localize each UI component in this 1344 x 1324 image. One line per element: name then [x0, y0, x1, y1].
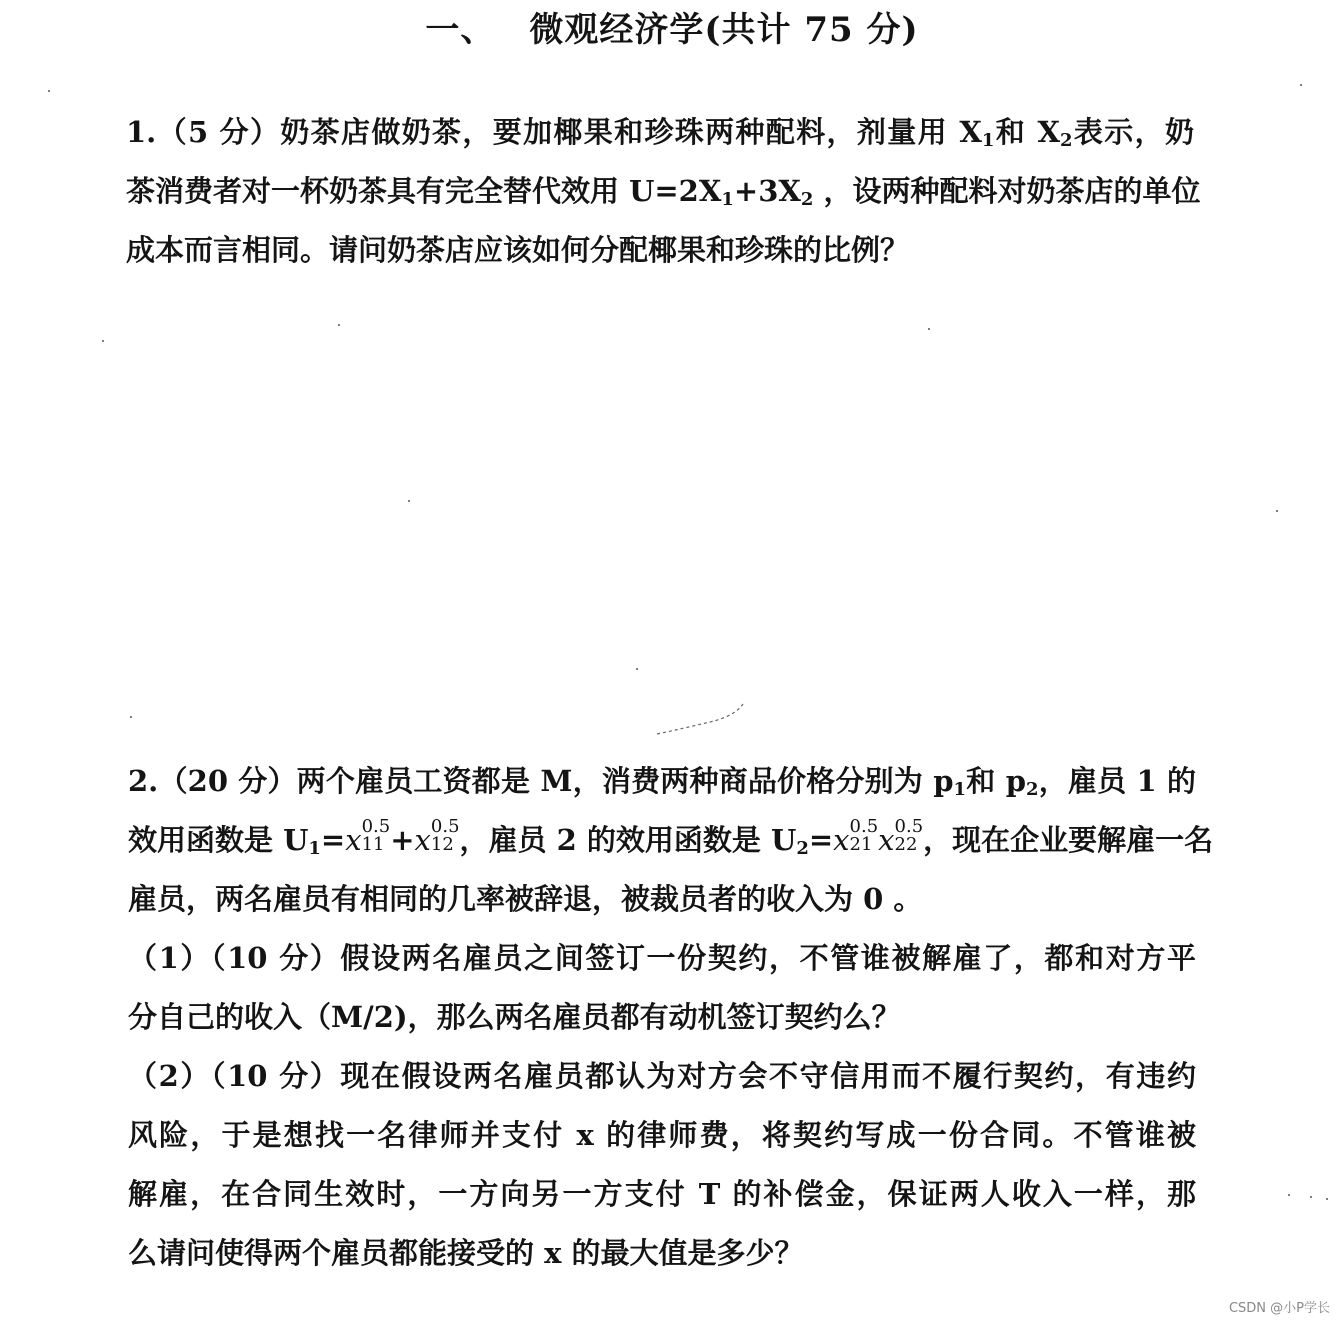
- exponent: 0.5: [361, 816, 391, 837]
- q1-line-3: 成本而言相同。请问奶茶店应该如何分配椰果和珍珠的比例？: [126, 233, 910, 267]
- q2-text: +: [390, 823, 415, 857]
- q1-text: 茶消费者对一杯奶茶具有完全替代效用 U=2X: [126, 174, 722, 208]
- scan-speck: [338, 324, 340, 326]
- sup-sub: [895, 818, 924, 854]
- scan-speck: [130, 716, 132, 718]
- subscript: 2: [1060, 130, 1073, 151]
- scan-speck: [1276, 510, 1278, 512]
- subscript: 1: [981, 130, 995, 151]
- q2-line-7: 风险，于是想找一名律师并支付 x 的律师费，将契约写成一份合同。不管谁被: [128, 1118, 1196, 1152]
- sup-sub: [362, 818, 391, 854]
- exponent: 0.5: [430, 816, 460, 837]
- subscript: 2: [1025, 779, 1039, 800]
- subscript: 1: [721, 189, 734, 210]
- sup-sub: [431, 818, 460, 854]
- q1-line-2: [126, 162, 1201, 221]
- index: 12: [430, 834, 454, 855]
- scan-speck: [408, 500, 410, 502]
- q2-line-4: （1）（10 分）假设两名雇员之间签订一份契约，不管谁被解雇了，都和对方平: [128, 941, 1196, 975]
- q2-text: =: [320, 823, 346, 857]
- q1-text: ，设两种配料对奶茶店的单位: [813, 174, 1201, 208]
- exponent: 0.5: [894, 816, 924, 837]
- q2-text: ，雇员 2 的效用函数是 U: [459, 823, 797, 857]
- index: 11: [361, 834, 385, 855]
- section-title: [0, 2, 1344, 51]
- q2-line-8: 解雇，在合同生效时，一方向另一方支付 T 的补偿金，保证两人收入一样，那: [128, 1177, 1196, 1211]
- scan-speck: [1310, 1196, 1312, 1198]
- q2-line-5: 分自己的收入（M/2)，那么两名雇员都有动机签订契约么？: [128, 1000, 901, 1034]
- scan-speck: [48, 90, 50, 92]
- watermark: CSDN @小P学长: [1228, 1301, 1330, 1316]
- q2-line-2: [128, 811, 1214, 870]
- scan-speck: [1300, 84, 1302, 86]
- q1-text: +3X: [733, 174, 801, 208]
- q2-line-9: 么请问使得两个雇员都能接受的 x 的最大值是多少？: [128, 1236, 804, 1270]
- math-var: x: [345, 823, 362, 857]
- question-1: [126, 103, 1201, 280]
- scan-speck: [636, 668, 638, 670]
- q2-text: ，现在企业要解雇一名: [923, 823, 1214, 857]
- q2-line-3: 雇员，两名雇员有相同的几率被辞退，被裁员者的收入为 0 。: [128, 882, 923, 916]
- scan-scratch-mark: [655, 700, 745, 740]
- math-var: x: [414, 823, 431, 857]
- q1-text: 和 X: [994, 115, 1061, 149]
- scan-speck: [1326, 1198, 1328, 1200]
- section-number: 一、: [425, 10, 496, 50]
- subscript: 1: [308, 838, 321, 859]
- question-2: [128, 752, 1214, 1283]
- q1-text: 表示，奶: [1072, 115, 1194, 149]
- q2-text: 效用函数是 U: [128, 823, 309, 857]
- subscript: 2: [796, 838, 809, 859]
- q2-text: ，雇员 1 的: [1038, 764, 1197, 798]
- scan-speck: [102, 340, 104, 342]
- subscript: 2: [800, 189, 814, 210]
- scan-speck: [928, 328, 930, 330]
- math-var: x: [833, 823, 850, 857]
- q1-line-1: [126, 103, 1194, 162]
- index: 21: [849, 834, 873, 855]
- q2-text: =: [808, 823, 834, 857]
- subscript: 1: [953, 779, 967, 800]
- index: 22: [894, 834, 918, 855]
- section-heading: 微观经济学(共计 75 分): [529, 10, 919, 50]
- sup-sub: [850, 818, 879, 854]
- q2-line-6: （2）（10 分）现在假设两名雇员都认为对方会不守信用而不履行契约，有违约: [128, 1059, 1196, 1093]
- q2-line-1: [128, 752, 1196, 811]
- scan-speck: [1288, 1194, 1290, 1196]
- math-var: x: [878, 823, 895, 857]
- q1-text: 1.（5 分）奶茶店做奶茶，要加椰果和珍珠两种配料，剂量用 X: [126, 115, 982, 149]
- exponent: 0.5: [849, 816, 879, 837]
- q2-text: 和 p: [966, 764, 1026, 798]
- q2-text: 2.（20 分）两个雇员工资都是 M，消费两种商品价格分别为 p: [128, 764, 954, 798]
